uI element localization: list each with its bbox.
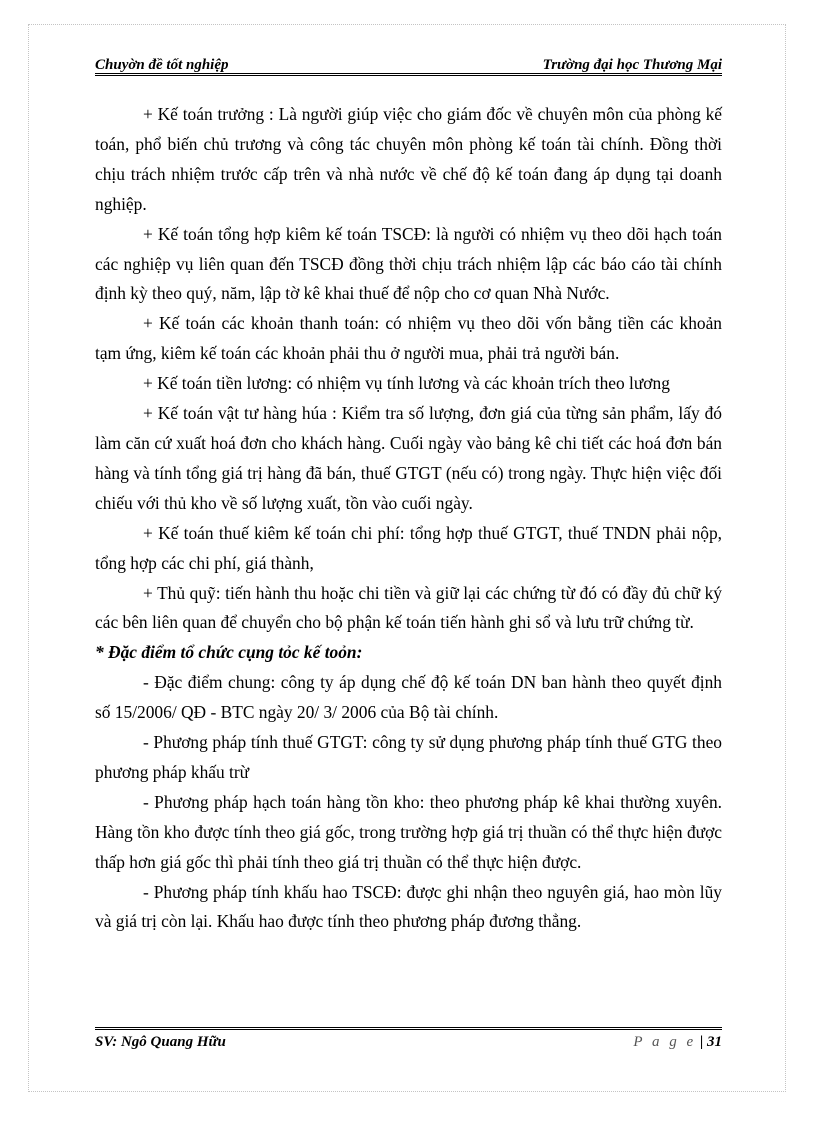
page-header — [95, 52, 722, 74]
header-left-title: Chuyờn đề tốt nghiệp — [95, 57, 229, 73]
paragraph-vat-method: - Phương pháp tính thuế GTGT: công ty sử dụng phương pháp tính thuế GTG theo phương pháp khấu trừ — [95, 732, 722, 782]
footer-page-indicator — [633, 1034, 722, 1051]
paragraph-inventory-method: - Phương pháp hạch toán hàng tồn kho: theo phương pháp kê khai thường xuyên. Hàng tồn kho được tính theo giá gốc, trong trường hợp giá trị thuần có thể thực hiện được thấp hơn giá gốc thì phải tính theo giá trị thuần có thể thực hiện được. — [95, 791, 722, 872]
section-heading: * Đặc điểm tổ chức cụng tỏc kế toỏn: — [95, 642, 363, 663]
paragraph-general-features: - Đặc điểm chung: công ty áp dụng chế độ kế toán DN ban hành theo quyết định số 15/2006/ QĐ - BTC ngày 20/ 3/ 2006 của Bộ tài chính. — [95, 672, 722, 723]
paragraph-goods-accountant: + Kế toán vật tư hàng húa : Kiểm tra số lượng, đơn giá của từng sản phẩm, lấy đó làm căn cứ xuất hoá đơn cho khách hàng. Cuối ngày vào bảng kê chi tiết các hoá đơn bán hàng và tính tổng giá trị hàng đã bán, thuế GTGT (nếu có) trong ngày. Thực hiện việc đối chiếu với thủ kho về số lượng xuất, tồn vào cuối ngày. — [95, 403, 722, 513]
document-body — [95, 100, 722, 937]
paragraph-tax-accountant: + Kế toán thuế kiêm kế toán chi phí: tổng hợp thuế GTGT, thuế TNDN phải nộp, tổng hợp các chi phí, giá thành, — [95, 522, 722, 573]
paragraph-treasurer: + Thủ quỹ: tiến hành thu hoặc chi tiền và giữ lại các chứng từ đó có đầy đủ chữ ký các bên liên quan để chuyển cho bộ phận kế toán tiến hành ghi sổ và lưu trữ chứng từ. — [95, 582, 722, 633]
footer-page-number: | 31 — [699, 1034, 722, 1050]
header-right-title: Trường đại học Thương Mại — [542, 57, 722, 73]
paragraph-general-accountant: + Kế toán tổng hợp kiêm kế toán TSCĐ: là người có nhiệm vụ theo dõi hạch toán các nghiệp vụ liên quan đến TSCĐ đồng thời chịu trách nhiệm lập các báo cáo tài chính định kỳ theo quý, năm, lập tờ kê khai thuế để nộp cho cơ quan Nhà Nước. — [95, 223, 722, 304]
header-rule — [95, 73, 722, 76]
paragraph-chief-accountant: + Kế toán trưởng : Là người giúp việc cho giám đốc về chuyên môn của phòng kế toán, phổ biến chủ trương và công tác chuyên môn phòng kế toán tài chính. Đồng thời chịu trách nhiệm trước cấp trên và nhà nước về chế độ kế toán đang áp dụng tại doanh nghiệp. — [95, 104, 722, 214]
footer-rule — [95, 1027, 722, 1030]
page-footer — [95, 1034, 722, 1051]
footer-page-label: P a g e — [633, 1034, 697, 1050]
paragraph-payments-accountant: + Kế toán các khoản thanh toán: có nhiệm vụ theo dõi vốn bằng tiền các khoản tạm ứng, kiêm kế toán các khoản phải thu ở người mua, phải trả người bán. — [95, 313, 722, 364]
paragraph-depreciation-method: - Phương pháp tính khấu hao TSCĐ: được ghi nhận theo nguyên giá, hao mòn lũy và giá trị còn lại. Khấu hao được tính theo phương pháp đương thẳng. — [95, 881, 722, 932]
footer-student-name: SV: Ngô Quang Hữu — [95, 1034, 226, 1050]
paragraph-salary-accountant: + Kế toán tiền lương: có nhiệm vụ tính lương và các khoản trích theo lương — [143, 373, 670, 394]
